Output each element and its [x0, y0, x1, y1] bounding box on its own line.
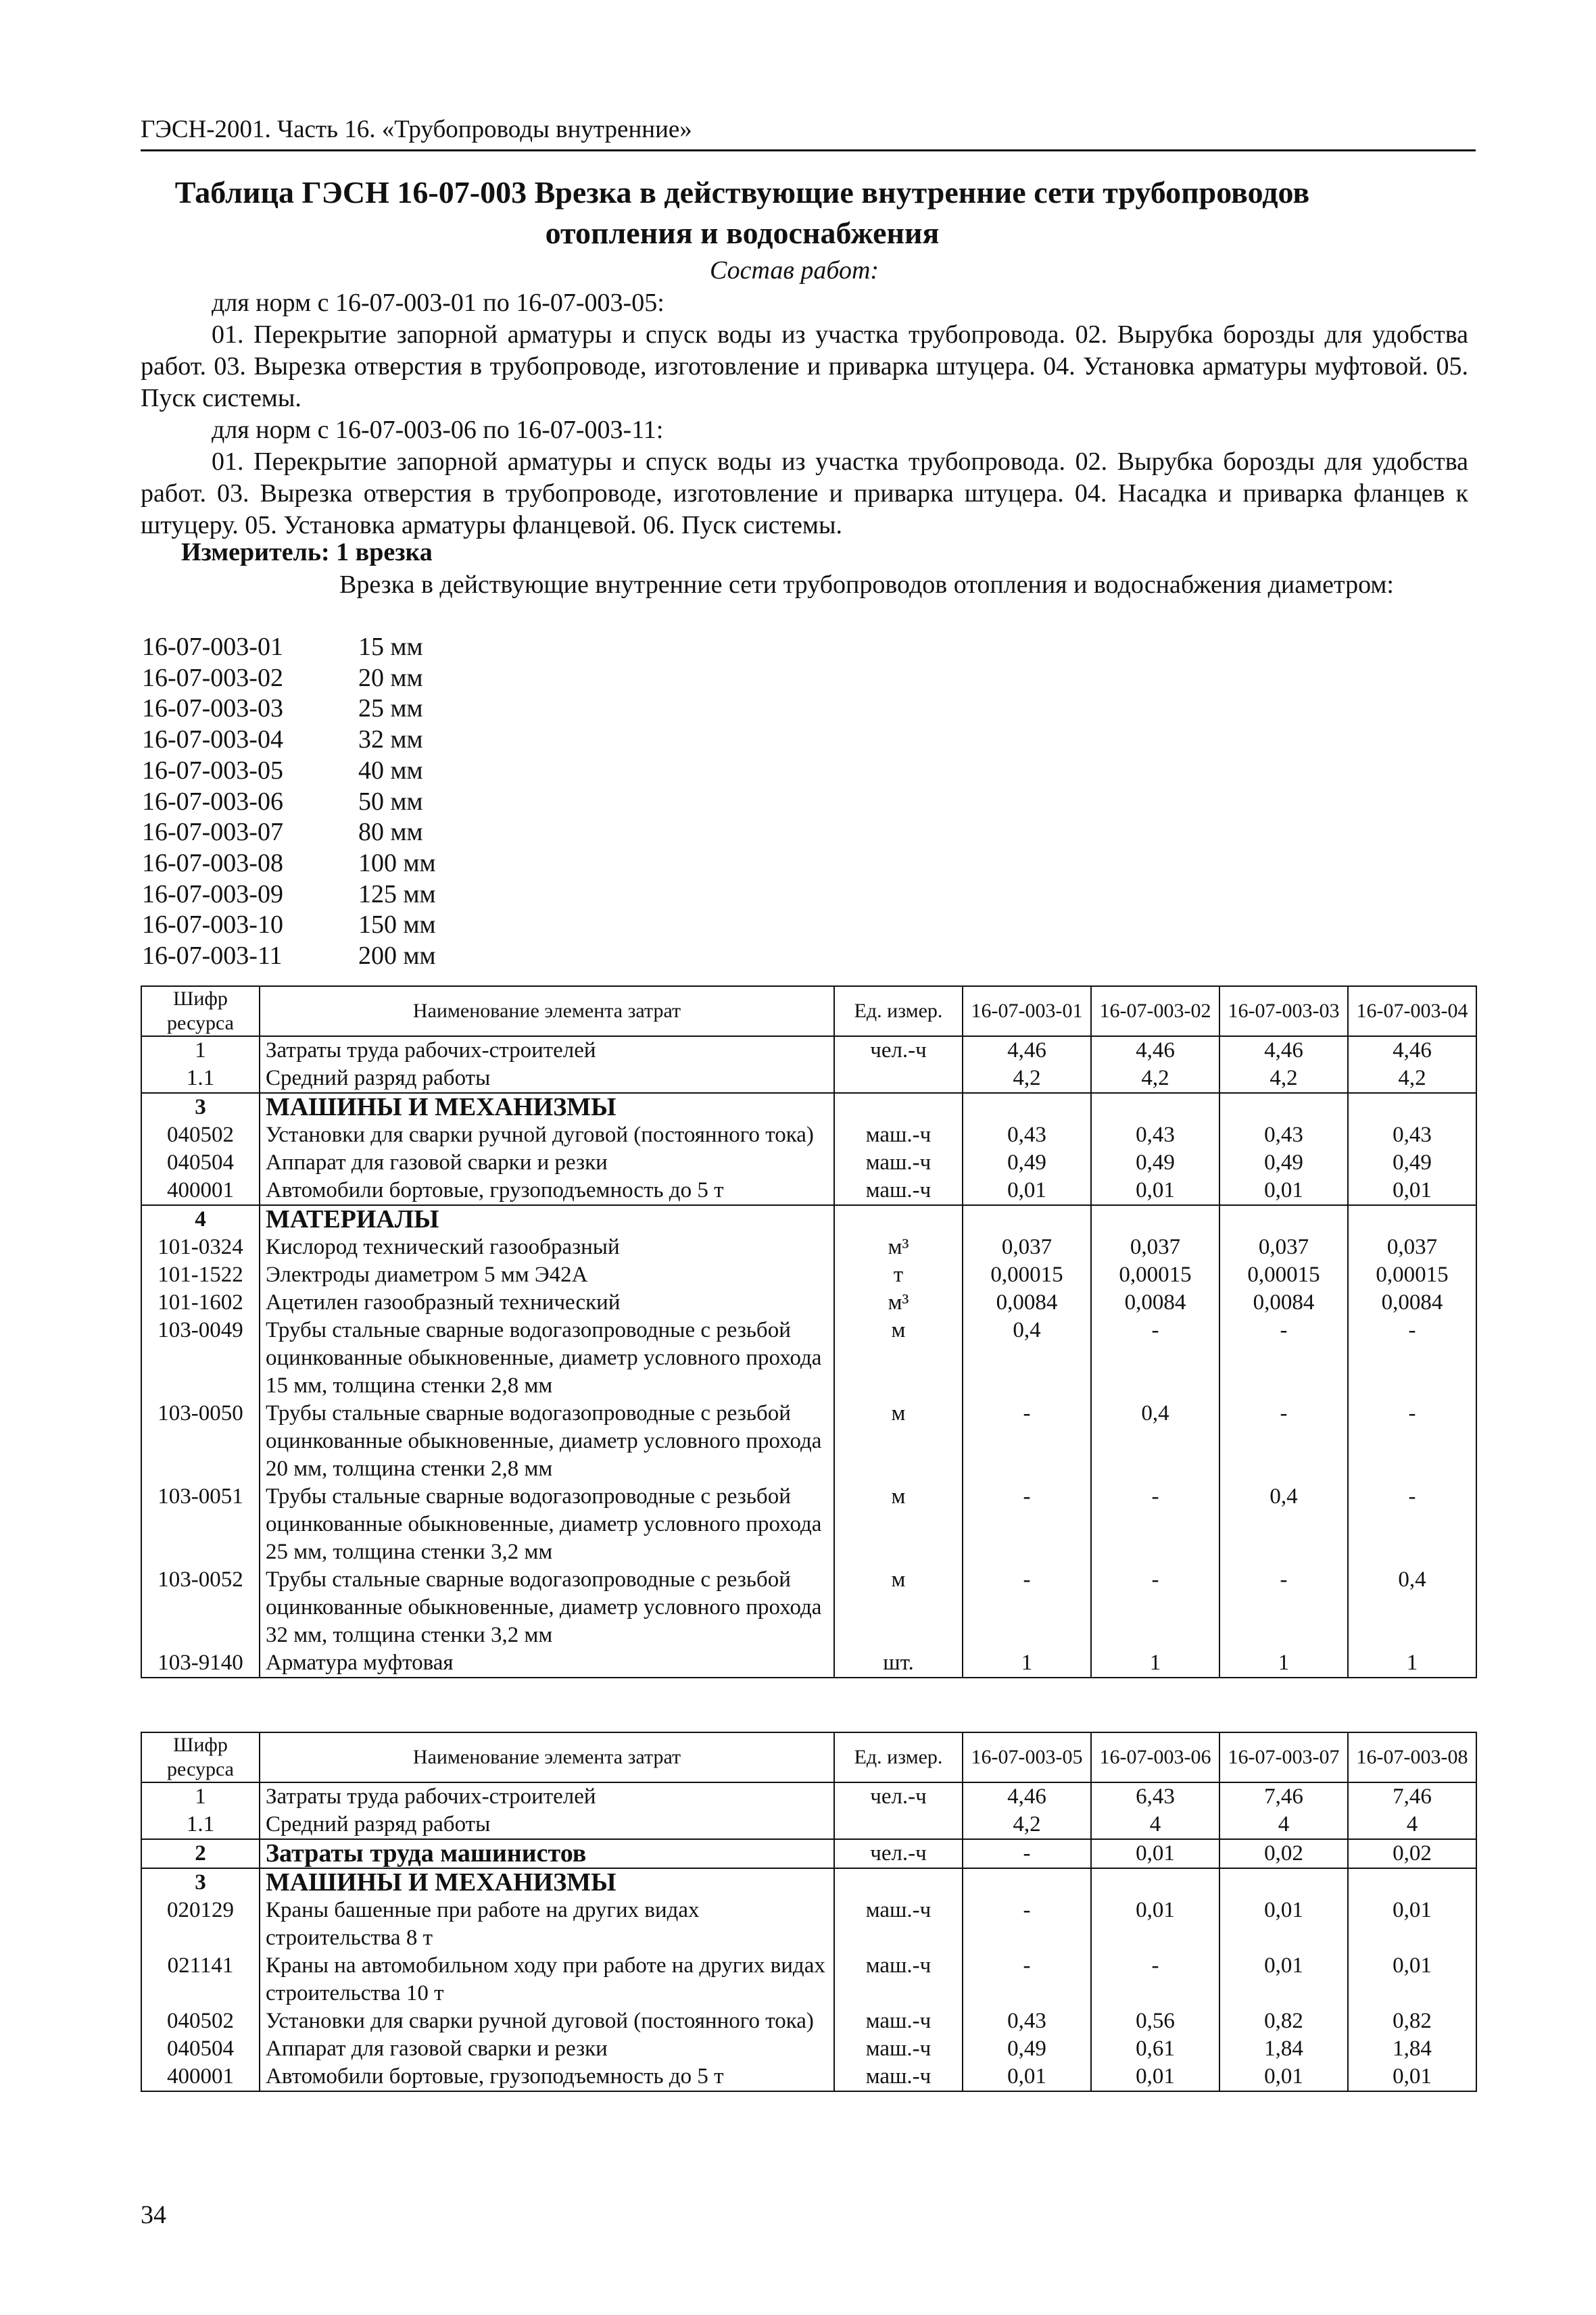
norm-value: 6,43 — [1091, 1782, 1219, 1811]
norm-value: 0,56 — [1091, 2007, 1219, 2035]
cost-element-name: Трубы стальные сварные водогазопроводные с резьбой оцинкованные обыкновенные, диаметр условного прохода 20 мм, толщина стенки 2,8 мм — [260, 1400, 834, 1483]
norm-code-item — [142, 879, 436, 910]
table-section-row — [141, 1868, 1476, 1897]
norm-code: 16-07-003-04 — [142, 725, 283, 754]
resource-code: 400001 — [141, 1177, 260, 1205]
norm-value — [1219, 1093, 1348, 1121]
norm-value: 0,00015 — [1219, 1261, 1348, 1289]
norm-value: 0,82 — [1219, 2007, 1348, 2035]
norm-value: 0,49 — [1393, 1150, 1432, 1175]
resource-code: 103-0051 — [141, 1483, 260, 1566]
group2-heading — [141, 414, 1468, 446]
norm-value: 7,46 — [1219, 1782, 1348, 1811]
norm-diameter: 20 мм — [358, 663, 423, 692]
group2-works: 01. Перекрытие запорной арматуры и спуск воды из участка трубопровода. 02. Вырубка борозды для удобства работ. 03. Вырезка отверстия в трубопроводе, изготовление и приварка штуцера. 04. Насадка и приварка фланцев к штуцеру. 05. Установка арматуры фланцевой. 06. Пуск системы. — [141, 447, 1468, 539]
norm-code-item — [142, 725, 436, 756]
norm-value: 4,2 — [963, 1811, 1091, 1839]
group1-heading-text: для норм с 16-07-003-01 по 16-07-003-05: — [212, 289, 664, 317]
norm-value: - — [1091, 1317, 1219, 1400]
work-composition-heading: Состав работ: — [710, 256, 879, 285]
norm-code-item — [142, 663, 436, 694]
norm-value — [1219, 1868, 1348, 1897]
norm-value — [1091, 1205, 1219, 1234]
table-row — [141, 2063, 1476, 2091]
norm-diameter: 125 мм — [358, 879, 436, 908]
resource-code: 101-0324 — [141, 1234, 260, 1261]
norm-value — [963, 1868, 1091, 1897]
unit-of-measure: маш.-ч — [834, 1121, 963, 1149]
cost-element-name: Автомобили бортовые, грузоподъемность до 5 т — [260, 2063, 834, 2091]
norm-value: - — [1091, 1566, 1219, 1649]
header-norm-code: 16-07-003-04 — [1348, 986, 1476, 1036]
norm-value — [1348, 1093, 1476, 1121]
norm-value: - — [1219, 1317, 1348, 1400]
group1-heading — [141, 287, 1468, 319]
resource-code: 3 — [141, 1868, 260, 1897]
resource-code: 4 — [141, 1205, 260, 1234]
norm-value: - — [1408, 1318, 1416, 1342]
norm-value: 0,037 — [1219, 1234, 1348, 1261]
resource-code: 1 — [141, 1036, 260, 1065]
resource-code: 040504 — [141, 2035, 260, 2063]
norm-value: 0,4 — [1219, 1483, 1348, 1566]
cost-element-name: Краны на автомобильном ходу при работе на других видах строительства 10 т — [260, 1952, 834, 2007]
norm-value: 1 — [1219, 1649, 1348, 1678]
cost-element-name: Средний разряд работы — [260, 1065, 834, 1093]
norm-value: 0,01 — [1091, 1897, 1219, 1952]
norm-value — [1219, 1205, 1348, 1234]
norm-diameter: 80 мм — [358, 818, 423, 847]
cost-element-name: Аппарат для газовой сварки и резки — [260, 1149, 834, 1177]
running-head: ГЭСН-2001. Часть 16. «Трубопроводы внутренние» — [141, 115, 1476, 151]
norm-value: - — [1219, 1400, 1348, 1483]
cost-element-name: Средний разряд работы — [260, 1811, 834, 1839]
norm-code: 16-07-003-10 — [142, 910, 283, 940]
table-row — [141, 1839, 1476, 1868]
norm-table-1 — [141, 985, 1477, 1678]
norm-value: 1,84 — [1393, 2037, 1432, 2061]
norm-value: 0,43 — [963, 1121, 1091, 1149]
norm-value: 0,01 — [1393, 1898, 1432, 1922]
norm-value: 7,46 — [1393, 1784, 1432, 1809]
norm-value: - — [963, 1952, 1091, 2007]
unit-of-measure: маш.-ч — [834, 2063, 963, 2091]
cost-element-name: МАШИНЫ И МЕХАНИЗМЫ — [260, 1093, 834, 1121]
resource-code: 1 — [141, 1782, 260, 1811]
table-title-line-1: Таблица ГЭСН 16-07-003 Врезка в действующие внутренние сети трубопроводов — [174, 175, 1310, 210]
header-norm-code: 16-07-003-02 — [1091, 986, 1219, 1036]
norm-code-item — [142, 848, 436, 879]
norm-value: 0,01 — [1219, 1897, 1348, 1952]
unit-of-measure: маш.-ч — [834, 2035, 963, 2063]
norm-value — [1091, 1868, 1219, 1897]
norm-diameter: 15 мм — [358, 633, 423, 661]
cost-element-name: Кислород технический газообразный — [260, 1234, 834, 1261]
unit-of-measure: чел.-ч — [834, 1036, 963, 1065]
resource-code: 3 — [141, 1093, 260, 1121]
cost-element-name: МАТЕРИАЛЫ — [260, 1205, 834, 1234]
table-row — [141, 1897, 1476, 1952]
unit-of-measure: маш.-ч — [834, 1177, 963, 1205]
norm-value: 0,01 — [1393, 1953, 1432, 1978]
norm-value: - — [1408, 1401, 1416, 1425]
norm-value: - — [1091, 1952, 1219, 2007]
resource-code: 101-1602 — [141, 1289, 260, 1317]
unit-of-measure: м³ — [834, 1234, 963, 1261]
norm-code-list — [142, 632, 436, 972]
norm-code: 16-07-003-03 — [142, 694, 283, 723]
norm-value: - — [1219, 1566, 1348, 1649]
unit-of-measure: м — [834, 1317, 963, 1400]
resource-code: 103-0050 — [141, 1400, 260, 1483]
resource-code: 103-9140 — [141, 1649, 260, 1678]
unit-of-measure: маш.-ч — [834, 1897, 963, 1952]
resource-code: 103-0052 — [141, 1566, 260, 1649]
cost-element-name: Трубы стальные сварные водогазопроводные с резьбой оцинкованные обыкновенные, диаметр условного прохода 25 мм, толщина стенки 3,2 мм — [260, 1483, 834, 1566]
norm-diameter: 200 мм — [358, 942, 436, 971]
cost-element-name: Трубы стальные сварные водогазопроводные с резьбой оцинкованные обыкновенные, диаметр условного прохода 32 мм, толщина стенки 3,2 мм — [260, 1566, 834, 1649]
cost-element-name: Установки для сварки ручной дуговой (постоянного тока) — [260, 2007, 834, 2035]
resource-code: 400001 — [141, 2063, 260, 2091]
unit-of-measure: т — [834, 1261, 963, 1289]
table-row — [141, 1649, 1476, 1678]
norm-value: 0,43 — [1393, 1123, 1432, 1147]
group1-works: 01. Перекрытие запорной арматуры и спуск воды из участка трубопровода. 02. Вырубка борозды для удобства работ. 03. Вырезка отверстия в трубопроводе, изготовление и приварка штуцера. 04. Установка арматуры муфтовой. 05. Пуск системы. — [141, 320, 1468, 412]
norm-value: 4 — [1219, 1811, 1348, 1839]
unit-of-measure — [834, 1811, 963, 1839]
unit-of-measure — [834, 1065, 963, 1093]
table-header-row — [141, 986, 1476, 1036]
norm-value: 0,43 — [963, 2007, 1091, 2035]
table-row — [141, 1036, 1476, 1065]
norm-table-2 — [141, 1732, 1477, 2092]
norm-value: 0,02 — [1348, 1839, 1476, 1868]
table-row — [141, 1065, 1476, 1093]
cost-element-name: Автомобили бортовые, грузоподъемность до 5 т — [260, 1177, 834, 1205]
header-norm-code: 16-07-003-01 — [963, 986, 1091, 1036]
norm-value: 4,46 — [963, 1036, 1091, 1065]
header-name: Наименование элемента затрат — [260, 986, 834, 1036]
norm-value: 4,46 — [1091, 1036, 1219, 1065]
norm-value: 1 — [963, 1649, 1091, 1678]
page-number: 34 — [141, 2201, 166, 2229]
table-row — [141, 1952, 1476, 2007]
norm-code-item — [142, 756, 436, 787]
header-norm-code: 16-07-003-08 — [1348, 1732, 1476, 1782]
unit-of-measure: м — [834, 1566, 963, 1649]
unit-of-measure: маш.-ч — [834, 1149, 963, 1177]
table-title-line-2: отопления и водоснабжения — [545, 216, 940, 250]
measure-unit: Измеритель: 1 врезка — [181, 538, 433, 566]
header-norm-code: 16-07-003-07 — [1219, 1732, 1348, 1782]
table-row — [141, 1317, 1476, 1400]
norm-value: 0,02 — [1219, 1839, 1348, 1868]
header-name: Наименование элемента затрат — [260, 1732, 834, 1782]
norm-diameter: 150 мм — [358, 910, 436, 940]
resource-code: 021141 — [141, 1952, 260, 2007]
cost-element-name: Затраты труда рабочих-строителей — [260, 1036, 834, 1065]
resource-code: 020129 — [141, 1897, 260, 1952]
table-row — [141, 1400, 1476, 1483]
table-header-row — [141, 1732, 1476, 1782]
norm-value: - — [1091, 1483, 1219, 1566]
norm-value: 4,46 — [963, 1782, 1091, 1811]
norm-code: 16-07-003-02 — [142, 663, 283, 692]
norm-diameter: 50 мм — [358, 787, 423, 816]
norm-value: - — [963, 1897, 1091, 1952]
norm-code-item — [142, 941, 436, 972]
norm-value: 0,037 — [963, 1234, 1091, 1261]
norm-value: 0,037 — [1386, 1235, 1438, 1259]
resource-code: 1.1 — [141, 1811, 260, 1839]
cost-element-name: Ацетилен газообразный технический — [260, 1289, 834, 1317]
norm-value: 4 — [1091, 1811, 1219, 1839]
table-caption: Врезка в действующие внутренние сети трубопроводов отопления и водоснабжения диаметром: — [339, 570, 1394, 599]
header-unit: Ед. измер. — [834, 1732, 963, 1782]
unit-of-measure: м — [834, 1400, 963, 1483]
norm-code-item — [142, 817, 436, 848]
resource-code: 040502 — [141, 1121, 260, 1149]
table-title — [141, 172, 1344, 253]
cost-element-name: МАШИНЫ И МЕХАНИЗМЫ — [260, 1868, 834, 1897]
header-code: Шифр ресурса — [141, 986, 260, 1036]
norm-value: 0,00015 — [1376, 1263, 1449, 1287]
table-section-row — [141, 1093, 1476, 1121]
norm-value: 0,01 — [1091, 1177, 1219, 1205]
unit-of-measure: маш.-ч — [834, 2007, 963, 2035]
norm-value: 0,4 — [1091, 1400, 1219, 1483]
table-row — [141, 1566, 1476, 1649]
norm-value: 0,01 — [963, 1177, 1091, 1205]
norm-diameter: 40 мм — [358, 756, 423, 785]
norm-diameter: 32 мм — [358, 725, 423, 754]
norm-diameter: 25 мм — [358, 694, 423, 723]
norm-code-item — [142, 787, 436, 818]
norm-value: 4 — [1406, 1812, 1418, 1836]
norm-value: 0,4 — [963, 1317, 1091, 1400]
resource-code: 1.1 — [141, 1065, 260, 1093]
norm-value: 0,82 — [1393, 2009, 1432, 2033]
norm-value: 0,00015 — [1091, 1261, 1219, 1289]
norm-value: - — [963, 1566, 1091, 1649]
norm-code-item — [142, 632, 436, 663]
norm-value: 0,00015 — [963, 1261, 1091, 1289]
norm-value: 1 — [1091, 1649, 1219, 1678]
norm-value: 0,01 — [1219, 1952, 1348, 2007]
table-row — [141, 1782, 1476, 1811]
header-norm-code: 16-07-003-05 — [963, 1732, 1091, 1782]
norm-value: 0,0084 — [1219, 1289, 1348, 1317]
header-norm-code: 16-07-003-06 — [1091, 1732, 1219, 1782]
norm-value: - — [963, 1839, 1091, 1868]
unit-of-measure: м³ — [834, 1289, 963, 1317]
resource-code: 103-0049 — [141, 1317, 260, 1400]
norm-value — [963, 1205, 1091, 1234]
norm-value: 0,49 — [1091, 1149, 1219, 1177]
norm-value: 1 — [1406, 1651, 1418, 1675]
norm-value — [1348, 1868, 1476, 1897]
table-row — [141, 1811, 1476, 1839]
norm-value: 0,01 — [1393, 2064, 1432, 2089]
cost-element-name: Трубы стальные сварные водогазопроводные с резьбой оцинкованные обыкновенные, диаметр условного прохода 15 мм, толщина стенки 2,8 мм — [260, 1317, 834, 1400]
norm-value: 4,2 — [1091, 1065, 1219, 1093]
norm-value: 0,43 — [1091, 1121, 1219, 1149]
norm-code: 16-07-003-09 — [142, 879, 283, 908]
norm-value — [1091, 1093, 1219, 1121]
norm-value: 0,01 — [1091, 2063, 1219, 2091]
table-row — [141, 1234, 1476, 1261]
norm-code-item — [142, 910, 436, 941]
norm-value: 0,01 — [1393, 1178, 1432, 1202]
cost-element-name: Электроды диаметром 5 мм Э42А — [260, 1261, 834, 1289]
norm-code: 16-07-003-11 — [142, 942, 283, 971]
cost-element-name: Установки для сварки ручной дуговой (постоянного тока) — [260, 1121, 834, 1149]
norm-value: 0,49 — [963, 2035, 1091, 2063]
norm-value: 0,01 — [963, 2063, 1091, 2091]
norm-code: 16-07-003-08 — [142, 848, 283, 877]
norm-diameter: 100 мм — [358, 848, 436, 877]
norm-value: - — [963, 1483, 1091, 1566]
norm-value: 0,01 — [1219, 2063, 1348, 2091]
norm-value: 0,0084 — [1381, 1290, 1443, 1315]
norm-value: 4,2 — [1398, 1066, 1426, 1090]
norm-code: 16-07-003-07 — [142, 818, 283, 847]
norm-code: 16-07-003-05 — [142, 756, 283, 785]
unit-of-measure: чел.-ч — [834, 1782, 963, 1811]
unit-of-measure: чел.-ч — [834, 1839, 963, 1868]
cost-element-name: Краны башенные при работе на других видах строительства 8 т — [260, 1897, 834, 1952]
norm-value: 0,01 — [1219, 1177, 1348, 1205]
cost-element-name: Арматура муфтовая — [260, 1649, 834, 1678]
resource-code: 040502 — [141, 2007, 260, 2035]
table-section-row — [141, 1205, 1476, 1234]
norm-code-item — [142, 693, 436, 725]
cost-element-name: Затраты труда машинистов — [260, 1839, 834, 1868]
norm-value — [1348, 1205, 1476, 1234]
norm-value: 0,01 — [1091, 1839, 1219, 1868]
unit-of-measure: м — [834, 1483, 963, 1566]
cost-element-name: Затраты труда рабочих-строителей — [260, 1782, 834, 1811]
norm-code: 16-07-003-06 — [142, 787, 283, 816]
table-row — [141, 1149, 1476, 1177]
resource-code: 040504 — [141, 1149, 260, 1177]
norm-value: 0,49 — [1219, 1149, 1348, 1177]
norm-value: 0,0084 — [1091, 1289, 1219, 1317]
header-unit: Ед. измер. — [834, 986, 963, 1036]
norm-value: 0,037 — [1091, 1234, 1219, 1261]
norm-value: 0,4 — [1398, 1567, 1426, 1592]
norm-value: 1,84 — [1219, 2035, 1348, 2063]
unit-of-measure — [834, 1205, 963, 1234]
norm-value: 0,61 — [1091, 2035, 1219, 2063]
norm-value: - — [963, 1400, 1091, 1483]
table-row — [141, 1121, 1476, 1149]
norm-code: 16-07-003-01 — [142, 633, 283, 661]
unit-of-measure: шт. — [834, 1649, 963, 1678]
cost-element-name: Аппарат для газовой сварки и резки — [260, 2035, 834, 2063]
table-row — [141, 1261, 1476, 1289]
norm-value: 4,2 — [963, 1065, 1091, 1093]
header-code: Шифр ресурса — [141, 1732, 260, 1782]
unit-of-measure: маш.-ч — [834, 1952, 963, 2007]
unit-of-measure — [834, 1868, 963, 1897]
table-row — [141, 1483, 1476, 1566]
header-norm-code: 16-07-003-03 — [1219, 986, 1348, 1036]
norm-value: 4,46 — [1393, 1038, 1432, 1063]
table-row — [141, 2007, 1476, 2035]
norm-value: 0,0084 — [963, 1289, 1091, 1317]
norm-value: 4,46 — [1219, 1036, 1348, 1065]
resource-code: 101-1522 — [141, 1261, 260, 1289]
unit-of-measure — [834, 1093, 963, 1121]
table-row — [141, 1177, 1476, 1205]
norm-value: - — [1408, 1484, 1416, 1509]
table-row — [141, 2035, 1476, 2063]
norm-value: 0,49 — [963, 1149, 1091, 1177]
norm-value — [963, 1093, 1091, 1121]
norm-value: 4,2 — [1219, 1065, 1348, 1093]
table-row — [141, 1289, 1476, 1317]
group2-heading-text: для норм с 16-07-003-06 по 16-07-003-11: — [212, 416, 664, 444]
resource-code: 2 — [141, 1839, 260, 1868]
norm-value: 0,43 — [1219, 1121, 1348, 1149]
